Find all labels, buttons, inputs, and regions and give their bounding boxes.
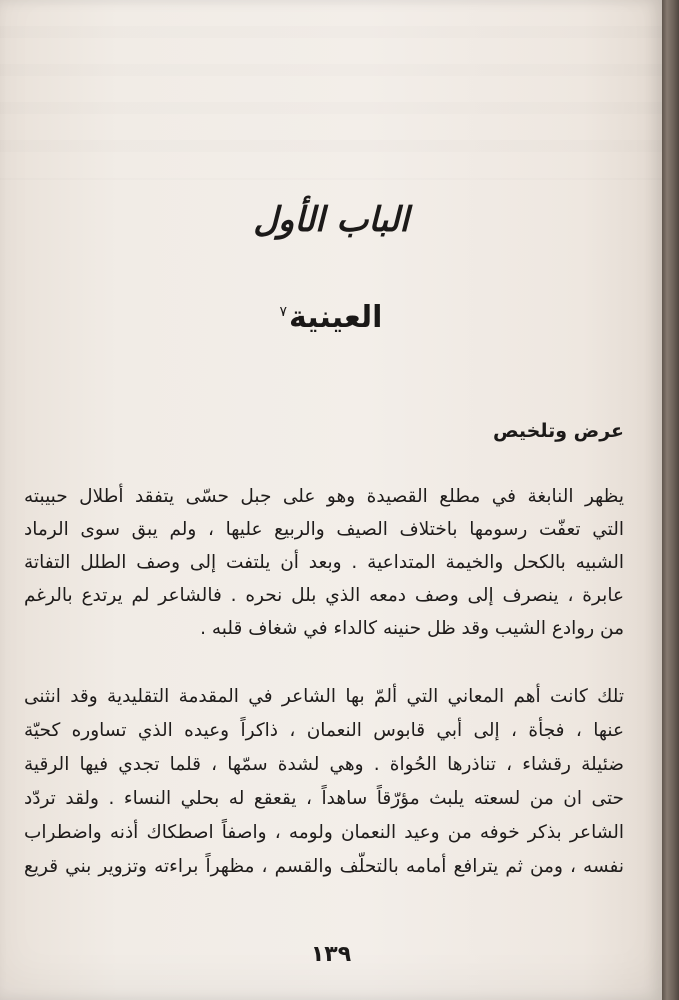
part-title: الباب الأول <box>253 200 409 240</box>
paragraph-line: حتى ان من لسعته يلبث مؤرّقاً ساهداً ، يقعقع له بحلي النساء . ولقد تردّد <box>24 788 624 809</box>
chapter-title <box>0 300 662 335</box>
paragraph-line: تلك كانت أهم المعاني التي ألمّ بها الشاعر في المقدمة التقليدية وقد انثنى <box>24 686 624 707</box>
paragraph-line: الشبيه بالكحل والخيمة المتداعية . وبعد أن يلتفت إلى وصف الطلل التفاتة <box>24 552 624 573</box>
paragraph-line: الشاعر بذكر خوفه من وعيد النعمان ولومه ، واصفاً اصطكاك أذنه واضطراب <box>24 822 624 843</box>
paragraph-line: يظهر النابغة في مطلع القصيدة وهو على جبل حسّى يتفقد أطلال حبيبته <box>24 486 624 507</box>
paragraph-line: عابرة ، ينصرف إلى وصف دمعه الذي بلل نحره . فالشاعر لم يرتدع بالرغم <box>24 585 624 606</box>
section-heading: عرض وتلخيص <box>492 420 624 442</box>
chapter-title-text: العينية <box>289 300 383 335</box>
paragraph-line: من روادع الشيب وقد ظل حنينه كالداء في شغاف قلبه . <box>200 618 624 639</box>
paragraph-line: نفسه ، ومن ثم يترافع أمامه بالتحلّف والقسم ، مظهراً براءته وتزوير بني قريع <box>24 856 624 877</box>
paragraph-line: التي تعفّت رسومها باختلاف الصيف والربيع عليها ، ولم يبق سوى الرماد <box>24 519 624 540</box>
paragraph-line: ضئيلة رقشاء ، تناذرها الحُواة . وهي لشدة سمّها ، قلما تجدي فيها الرقية <box>24 754 624 775</box>
page-number: ١٣٩ <box>310 942 352 967</box>
footnote-mark: ٧ <box>279 304 288 320</box>
show-through-text <box>0 0 662 180</box>
paragraph-line: عنها ، فجأة ، إلى أبي قابوس النعمان ، ذاكراً وعيده الذي تساوره كحيّة <box>24 720 624 741</box>
page-edge <box>662 0 679 1000</box>
